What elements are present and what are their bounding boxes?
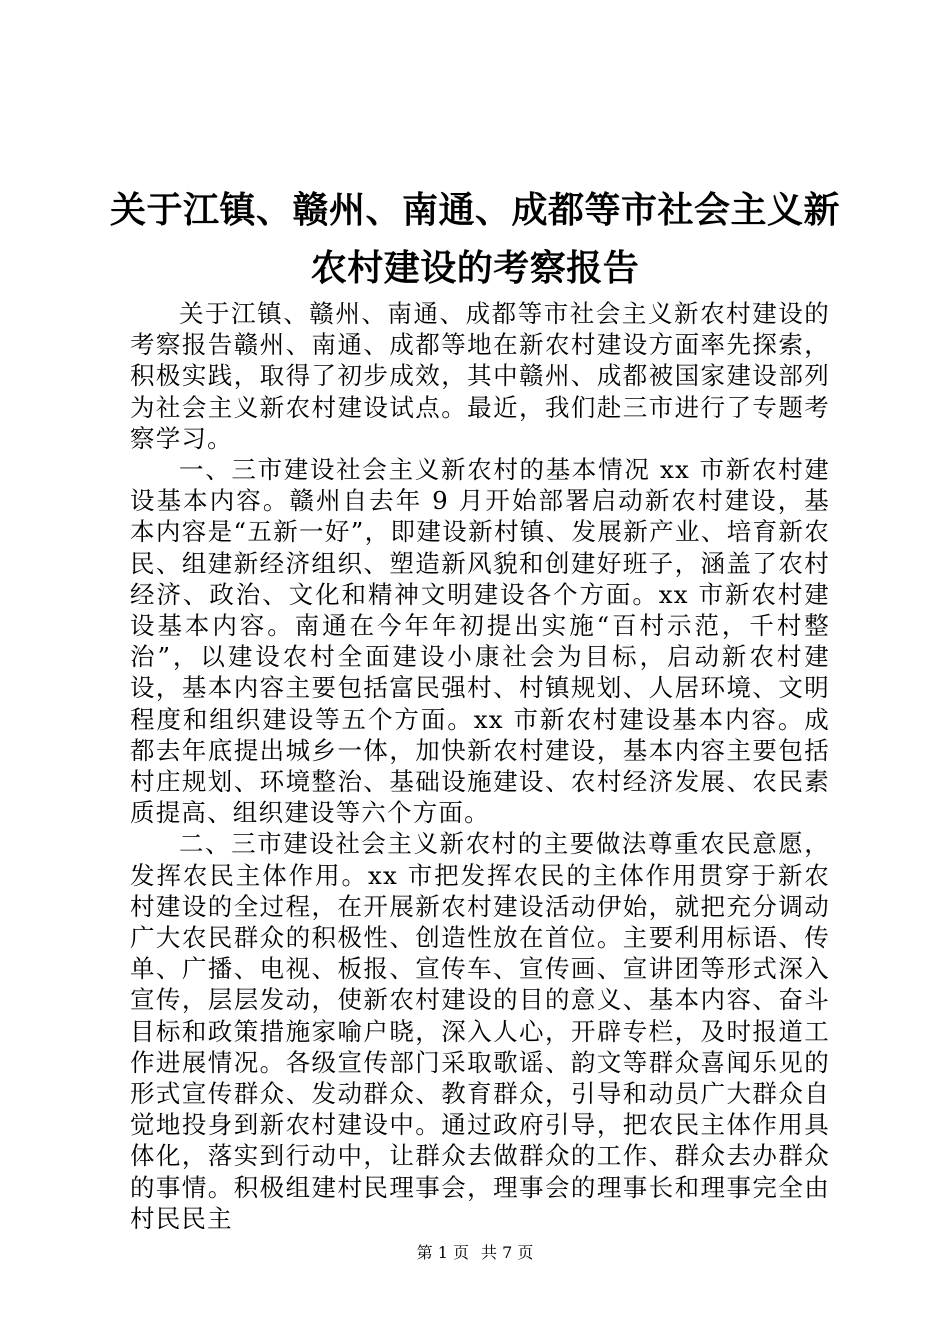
page-footer <box>0 1245 950 1261</box>
page-total: 共 7 页 <box>481 1243 534 1262</box>
page-number: 第 1 页 <box>416 1243 469 1262</box>
document-title-line-2: 农村建设的考察报告 <box>310 247 640 289</box>
paragraph-section-1: 一、三市建设社会主义新农村的基本情况 xx 市新农村建设基本内容。赣州自去年 9 月开始部署启动新农村建设，基本内容是“五新一好”，即建设新村镇、发展新产业、培育新农民、组建新经济组织、塑造新风貌和创建好班子，涵盖了农村经济、政治、文化和精神文明建设各个方面。xx 市新农村建设基本内容。南通在今年年初提出实施“百村示范，千村整治”，以建设农村全面建设小康社会为目标，启动新农村建设，基本内容主要包括富民强村、村镇规划、人居环境、文明程度和组织建设等五个方面。xx 市新农村建设基本内容。成都去年底提出城乡一体，加快新农村建设，基本内容主要包括村庄规划、环境整治、基础设施建设、农村经济发展、农民素质提高、组织建设等六个方面。 <box>130 455 830 828</box>
document-title-line-1: 关于江镇、赣州、南通、成都等市社会主义新 <box>110 189 841 231</box>
paragraph-intro: 关于江镇、赣州、南通、成都等市社会主义新农村建设的考察报告赣州、南通、成都等地在新农村建设方面率先探索，积极实践，取得了初步成效，其中赣州、成都被国家建设部列为社会主义新农村建设试点。最近，我们赴三市进行了专题考察学习。 <box>130 299 830 453</box>
paragraph-section-2: 二、三市建设社会主义新农村的主要做法尊重农民意愿，发挥农民主体作用。xx 市把发挥农民的主体作用贯穿于新农村建设的全过程，在开展新农村建设活动伊始，就把充分调动广大农民群众的积极性、创造性放在首位。主要利用标语、传单、广播、电视、板报、宣传车、宣传画、宣讲团等形式深入宣传，层层发动，使新农村建设的目的意义、基本内容、奋斗目标和政策措施家喻户晓，深入人心，开辟专栏，及时报道工作进展情况。各级宣传部门采取歌谣、韵文等群众喜闻乐见的形式宣传群众、发动群众、教育群众，引导和动员广大群众自觉地投身到新农村建设中。通过政府引导，把农民主体作用具体化，落实到行动中，让群众去做群众的工作、群众去办群众的事情。积极组建村民理事会，理事会的理事长和理事完全由村民民主 <box>130 829 830 1233</box>
document-body <box>130 298 830 1234</box>
